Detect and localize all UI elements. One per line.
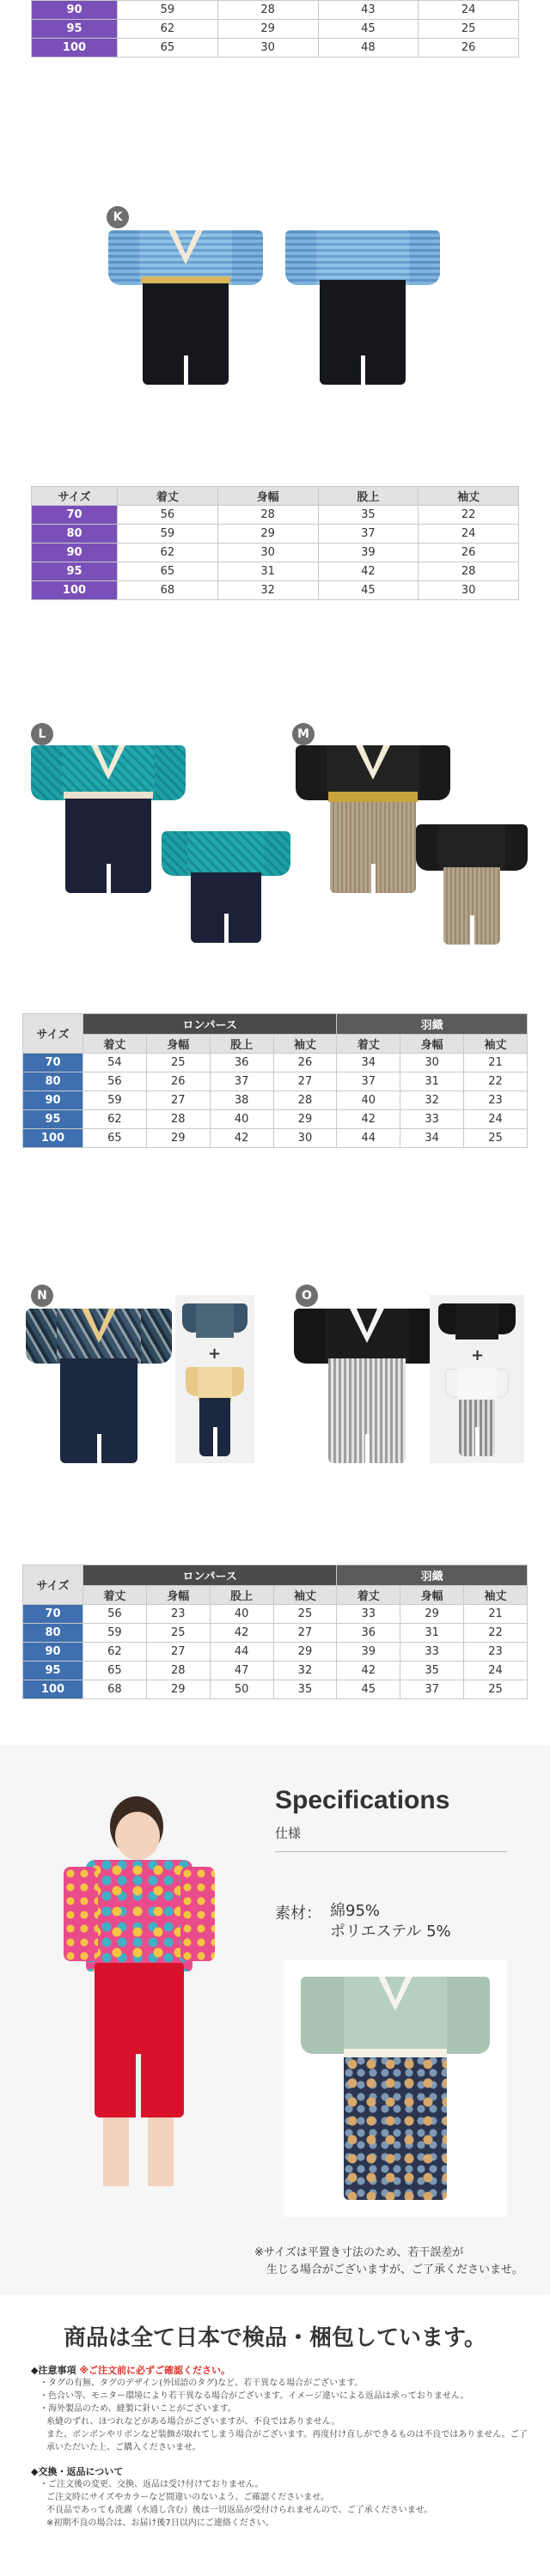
table-subheader-row	[23, 1035, 528, 1054]
column-header: 身幅	[146, 1035, 210, 1054]
table-row	[32, 544, 519, 562]
table-cell: 35	[400, 1662, 464, 1680]
table-cell: 43	[318, 1, 419, 20]
table-cell: 40	[210, 1605, 273, 1624]
table-cell: 23	[464, 1091, 528, 1110]
table-cell: 62	[83, 1110, 147, 1129]
table-header-row	[23, 1014, 528, 1035]
table-subheader-row	[23, 1586, 528, 1605]
table-cell: 37	[210, 1072, 273, 1091]
table-cell: 29	[146, 1129, 210, 1148]
notice-heading-warning: ※ご注文前に必ずご確認ください。	[79, 2365, 231, 2376]
specifications-section	[0, 1745, 550, 2294]
table-cell: 25	[146, 1624, 210, 1643]
table-cell: 37	[337, 1072, 400, 1091]
table-cell: 65	[83, 1129, 147, 1148]
column-header: 身幅	[146, 1586, 210, 1605]
table-cell: 26	[146, 1072, 210, 1091]
plus-sign: +	[471, 1346, 485, 1364]
notice-line: 糸縫のずれ、ほつれなどがある場合がございますが、不良ではありません。	[46, 2417, 340, 2427]
note-line: ※サイズは平置き寸法のため、若干誤差が	[254, 2246, 464, 2259]
size-cell: 70	[23, 1054, 83, 1072]
table-cell: 37	[400, 1680, 464, 1699]
table-cell: 32	[273, 1662, 337, 1680]
table-cell: 29	[273, 1110, 337, 1129]
table-cell: 33	[337, 1605, 400, 1624]
specifications-title: Specifications	[275, 1786, 450, 1814]
notice-box	[31, 2360, 529, 2530]
table-cell: 30	[217, 544, 318, 562]
column-header: 股上	[318, 487, 419, 506]
table-header-row	[23, 1565, 528, 1586]
table-cell: 68	[118, 581, 218, 600]
table-cell: 35	[273, 1680, 337, 1699]
table-cell: 25	[464, 1129, 528, 1148]
table-row	[23, 1091, 528, 1110]
column-header: 身幅	[400, 1035, 464, 1054]
column-header: 着丈	[337, 1586, 400, 1605]
table-cell: 36	[210, 1054, 273, 1072]
notice-line: ・ご注文後の変更、交換、返品は受け付けておりません。	[40, 2480, 264, 2489]
size-cell: 90	[32, 544, 118, 562]
product-image-l-sub	[162, 831, 290, 943]
material-line: ポリエステル 5%	[330, 1923, 451, 1941]
table-cell: 34	[400, 1129, 464, 1148]
table-row	[23, 1662, 528, 1680]
table-cell: 45	[318, 581, 419, 600]
column-header: サイズ	[32, 487, 118, 506]
column-header: 着丈	[83, 1586, 147, 1605]
size-cell: 80	[23, 1072, 83, 1091]
table-row	[32, 506, 519, 525]
table-cell: 54	[83, 1054, 147, 1072]
material-label: 素材：	[275, 1905, 321, 1923]
table-cell: 24	[464, 1662, 528, 1680]
size-cell: 90	[23, 1091, 83, 1110]
table-cell: 42	[210, 1129, 273, 1148]
table-row	[32, 562, 519, 581]
product-photo-flat	[284, 1959, 507, 2217]
product-image-k-back	[285, 230, 440, 385]
table-cell: 22	[464, 1624, 528, 1643]
material-value	[330, 1901, 451, 1942]
size-cell: 80	[23, 1624, 83, 1643]
product-image-o-set	[430, 1295, 524, 1463]
table-cell: 24	[464, 1110, 528, 1129]
table-cell: 21	[464, 1054, 528, 1072]
table-cell: 44	[337, 1129, 400, 1148]
table-cell: 39	[318, 544, 419, 562]
table-cell: 29	[273, 1643, 337, 1662]
material-line: 綿95%	[330, 1902, 381, 1920]
table-cell: 33	[400, 1110, 464, 1129]
table-row	[23, 1605, 528, 1624]
column-header: 袖丈	[273, 1586, 337, 1605]
table-cell: 29	[217, 20, 318, 39]
column-header-size: サイズ	[23, 1565, 83, 1605]
column-header: 着丈	[83, 1035, 147, 1054]
table-cell: 48	[318, 39, 419, 58]
table-cell: 56	[118, 506, 218, 525]
table-cell: 30	[400, 1054, 464, 1072]
variant-badge-o: O	[296, 1285, 318, 1307]
table-cell: 45	[337, 1680, 400, 1699]
table-cell: 59	[118, 525, 218, 544]
table-cell: 28	[217, 1, 318, 20]
variant-badge-m: M	[292, 723, 315, 745]
table-cell: 25	[419, 20, 519, 39]
table-row	[23, 1072, 528, 1091]
table-cell: 37	[318, 525, 419, 544]
group-header-haori: 羽織	[337, 1565, 528, 1586]
table-cell: 25	[146, 1054, 210, 1072]
table-cell: 21	[464, 1605, 528, 1624]
table-cell: 30	[217, 39, 318, 58]
notice-line: 不良品であっても洗濯（水通し含む）後は一切返品が受付けられませんので、ご了承くださいませ。	[46, 2506, 433, 2515]
size-cell: 70	[23, 1605, 83, 1624]
table-cell: 28	[146, 1110, 210, 1129]
table-row	[23, 1129, 528, 1148]
table-row	[32, 1, 519, 20]
table-cell: 28	[419, 562, 519, 581]
table-cell: 59	[118, 1, 218, 20]
notice-line: また、ボンボンやリボンなど装飾が取れてしまう場合がございます。再度付け直しができるものは不良ではありません。ご了承いただいた上、ご購入くださいませ。	[46, 2430, 528, 2452]
table-cell: 25	[273, 1605, 337, 1624]
size-table-no	[22, 1564, 528, 1699]
size-table-top	[31, 0, 519, 58]
model-photo	[34, 1771, 241, 2286]
table-cell: 32	[217, 581, 318, 600]
table-cell: 32	[400, 1091, 464, 1110]
table-row	[23, 1624, 528, 1643]
table-cell: 26	[419, 544, 519, 562]
table-cell: 42	[337, 1110, 400, 1129]
size-cell: 70	[32, 506, 118, 525]
notice-heading-text: ◆注意事項	[31, 2365, 76, 2376]
group-header-romper: ロンパース	[83, 1014, 337, 1035]
table-cell: 42	[318, 562, 419, 581]
table-header-row	[32, 487, 519, 506]
table-cell: 23	[464, 1643, 528, 1662]
column-header: 身幅	[400, 1586, 464, 1605]
table-cell: 40	[337, 1091, 400, 1110]
size-cell: 100	[23, 1680, 83, 1699]
column-header-size: サイズ	[23, 1014, 83, 1054]
table-row	[23, 1643, 528, 1662]
product-image-n-set	[175, 1295, 254, 1463]
size-cell: 100	[32, 581, 118, 600]
table-cell: 36	[337, 1624, 400, 1643]
size-table-lm	[22, 1013, 528, 1148]
specifications-subtitle: 仕様	[275, 1826, 302, 1841]
table-cell: 26	[273, 1054, 337, 1072]
table-cell: 35	[318, 506, 419, 525]
notice-headline: 商品は全て日本で検品・梱包しています。	[64, 2325, 486, 2351]
size-cell: 80	[32, 525, 118, 544]
group-header-romper: ロンパース	[83, 1565, 337, 1586]
group-header-haori: 羽織	[337, 1014, 528, 1035]
column-header: 着丈	[337, 1035, 400, 1054]
product-image-k-front	[108, 230, 263, 385]
table-cell: 28	[146, 1662, 210, 1680]
table-cell: 26	[419, 39, 519, 58]
column-header: 股上	[210, 1035, 273, 1054]
notice-line: ※初期不良の場合は、お届け後7日以内にご連絡ください。	[46, 2518, 274, 2528]
table-cell: 31	[400, 1624, 464, 1643]
column-header: 股上	[210, 1586, 273, 1605]
column-header: 着丈	[118, 487, 218, 506]
table-cell: 31	[217, 562, 318, 581]
notice-line: ・海外製品のため、縫製に針いことがございます。	[40, 2404, 236, 2414]
table-cell: 62	[118, 20, 218, 39]
column-header: 袖丈	[464, 1035, 528, 1054]
table-cell: 42	[210, 1624, 273, 1643]
table-cell: 42	[337, 1662, 400, 1680]
table-cell: 56	[83, 1605, 147, 1624]
variant-badge-l: L	[31, 723, 53, 745]
table-cell: 27	[273, 1624, 337, 1643]
size-cell: 95	[23, 1110, 83, 1129]
table-cell: 38	[210, 1091, 273, 1110]
table-cell: 50	[210, 1680, 273, 1699]
table-cell: 45	[318, 20, 419, 39]
table-cell: 44	[210, 1643, 273, 1662]
table-row	[32, 525, 519, 544]
table-cell: 22	[419, 506, 519, 525]
size-cell: 90	[32, 1, 118, 20]
divider	[275, 1851, 507, 1852]
table-cell: 65	[118, 39, 218, 58]
table-cell: 62	[118, 544, 218, 562]
size-cell: 100	[23, 1129, 83, 1148]
product-image-o-main	[294, 1309, 440, 1463]
notice-line: ご注文時にサイズやカラーなど間違いのないよう、ご確認くださいませ。	[46, 2493, 329, 2502]
size-cell: 95	[23, 1662, 83, 1680]
table-cell: 29	[217, 525, 318, 544]
table-cell: 34	[337, 1054, 400, 1072]
notice-line: ・タグの有無、タグのデザイン(外国語のタグ)など、若干異なる場合がございます。	[40, 2379, 364, 2388]
table-cell: 28	[217, 506, 318, 525]
table-cell: 22	[464, 1072, 528, 1091]
table-row	[23, 1054, 528, 1072]
notice-heading-returns: ◆交換・返品について	[31, 2466, 124, 2477]
size-table-k	[31, 486, 519, 600]
size-cell: 95	[32, 20, 118, 39]
size-note	[254, 2245, 538, 2279]
table-cell: 29	[400, 1605, 464, 1624]
product-image-n-main	[26, 1309, 172, 1463]
size-cell: 100	[32, 39, 118, 58]
column-header: 袖丈	[464, 1586, 528, 1605]
table-cell: 59	[83, 1091, 147, 1110]
table-cell: 31	[400, 1072, 464, 1091]
table-row	[32, 39, 519, 58]
notice-line: ・色合い等、モニター環境により若干異なる場合がございます。イメージ違いによる返品は承っておりません。	[40, 2391, 469, 2401]
size-cell: 95	[32, 562, 118, 581]
table-cell: 40	[210, 1110, 273, 1129]
table-cell: 68	[83, 1680, 147, 1699]
notice-heading-caution	[31, 2363, 529, 2377]
table-row	[32, 581, 519, 600]
column-header: 袖丈	[273, 1035, 337, 1054]
table-cell: 39	[337, 1643, 400, 1662]
table-row	[23, 1680, 528, 1699]
column-header: 身幅	[217, 487, 318, 506]
table-cell: 24	[419, 1, 519, 20]
table-cell: 33	[400, 1643, 464, 1662]
variant-badge-n: N	[31, 1285, 53, 1307]
table-cell: 29	[146, 1680, 210, 1699]
table-cell: 28	[273, 1091, 337, 1110]
table-cell: 24	[419, 525, 519, 544]
table-cell: 47	[210, 1662, 273, 1680]
table-cell: 65	[83, 1662, 147, 1680]
table-cell: 65	[118, 562, 218, 581]
table-cell: 56	[83, 1072, 147, 1091]
column-header: 袖丈	[419, 487, 519, 506]
table-cell: 23	[146, 1605, 210, 1624]
table-cell: 30	[273, 1129, 337, 1148]
table-cell: 27	[146, 1643, 210, 1662]
table-row	[32, 20, 519, 39]
table-cell: 25	[464, 1680, 528, 1699]
variant-badge-k: K	[107, 206, 129, 228]
note-line: 生じる場合がございますが、ご了承くださいませ。	[266, 2263, 523, 2276]
product-image-m-sub	[416, 824, 528, 945]
table-cell: 30	[419, 581, 519, 600]
table-cell: 62	[83, 1643, 147, 1662]
table-cell: 27	[273, 1072, 337, 1091]
size-cell: 90	[23, 1643, 83, 1662]
plus-sign: +	[208, 1345, 222, 1363]
table-cell: 27	[146, 1091, 210, 1110]
table-row	[23, 1110, 528, 1129]
notice-section	[0, 2294, 550, 2576]
table-cell: 59	[83, 1624, 147, 1643]
